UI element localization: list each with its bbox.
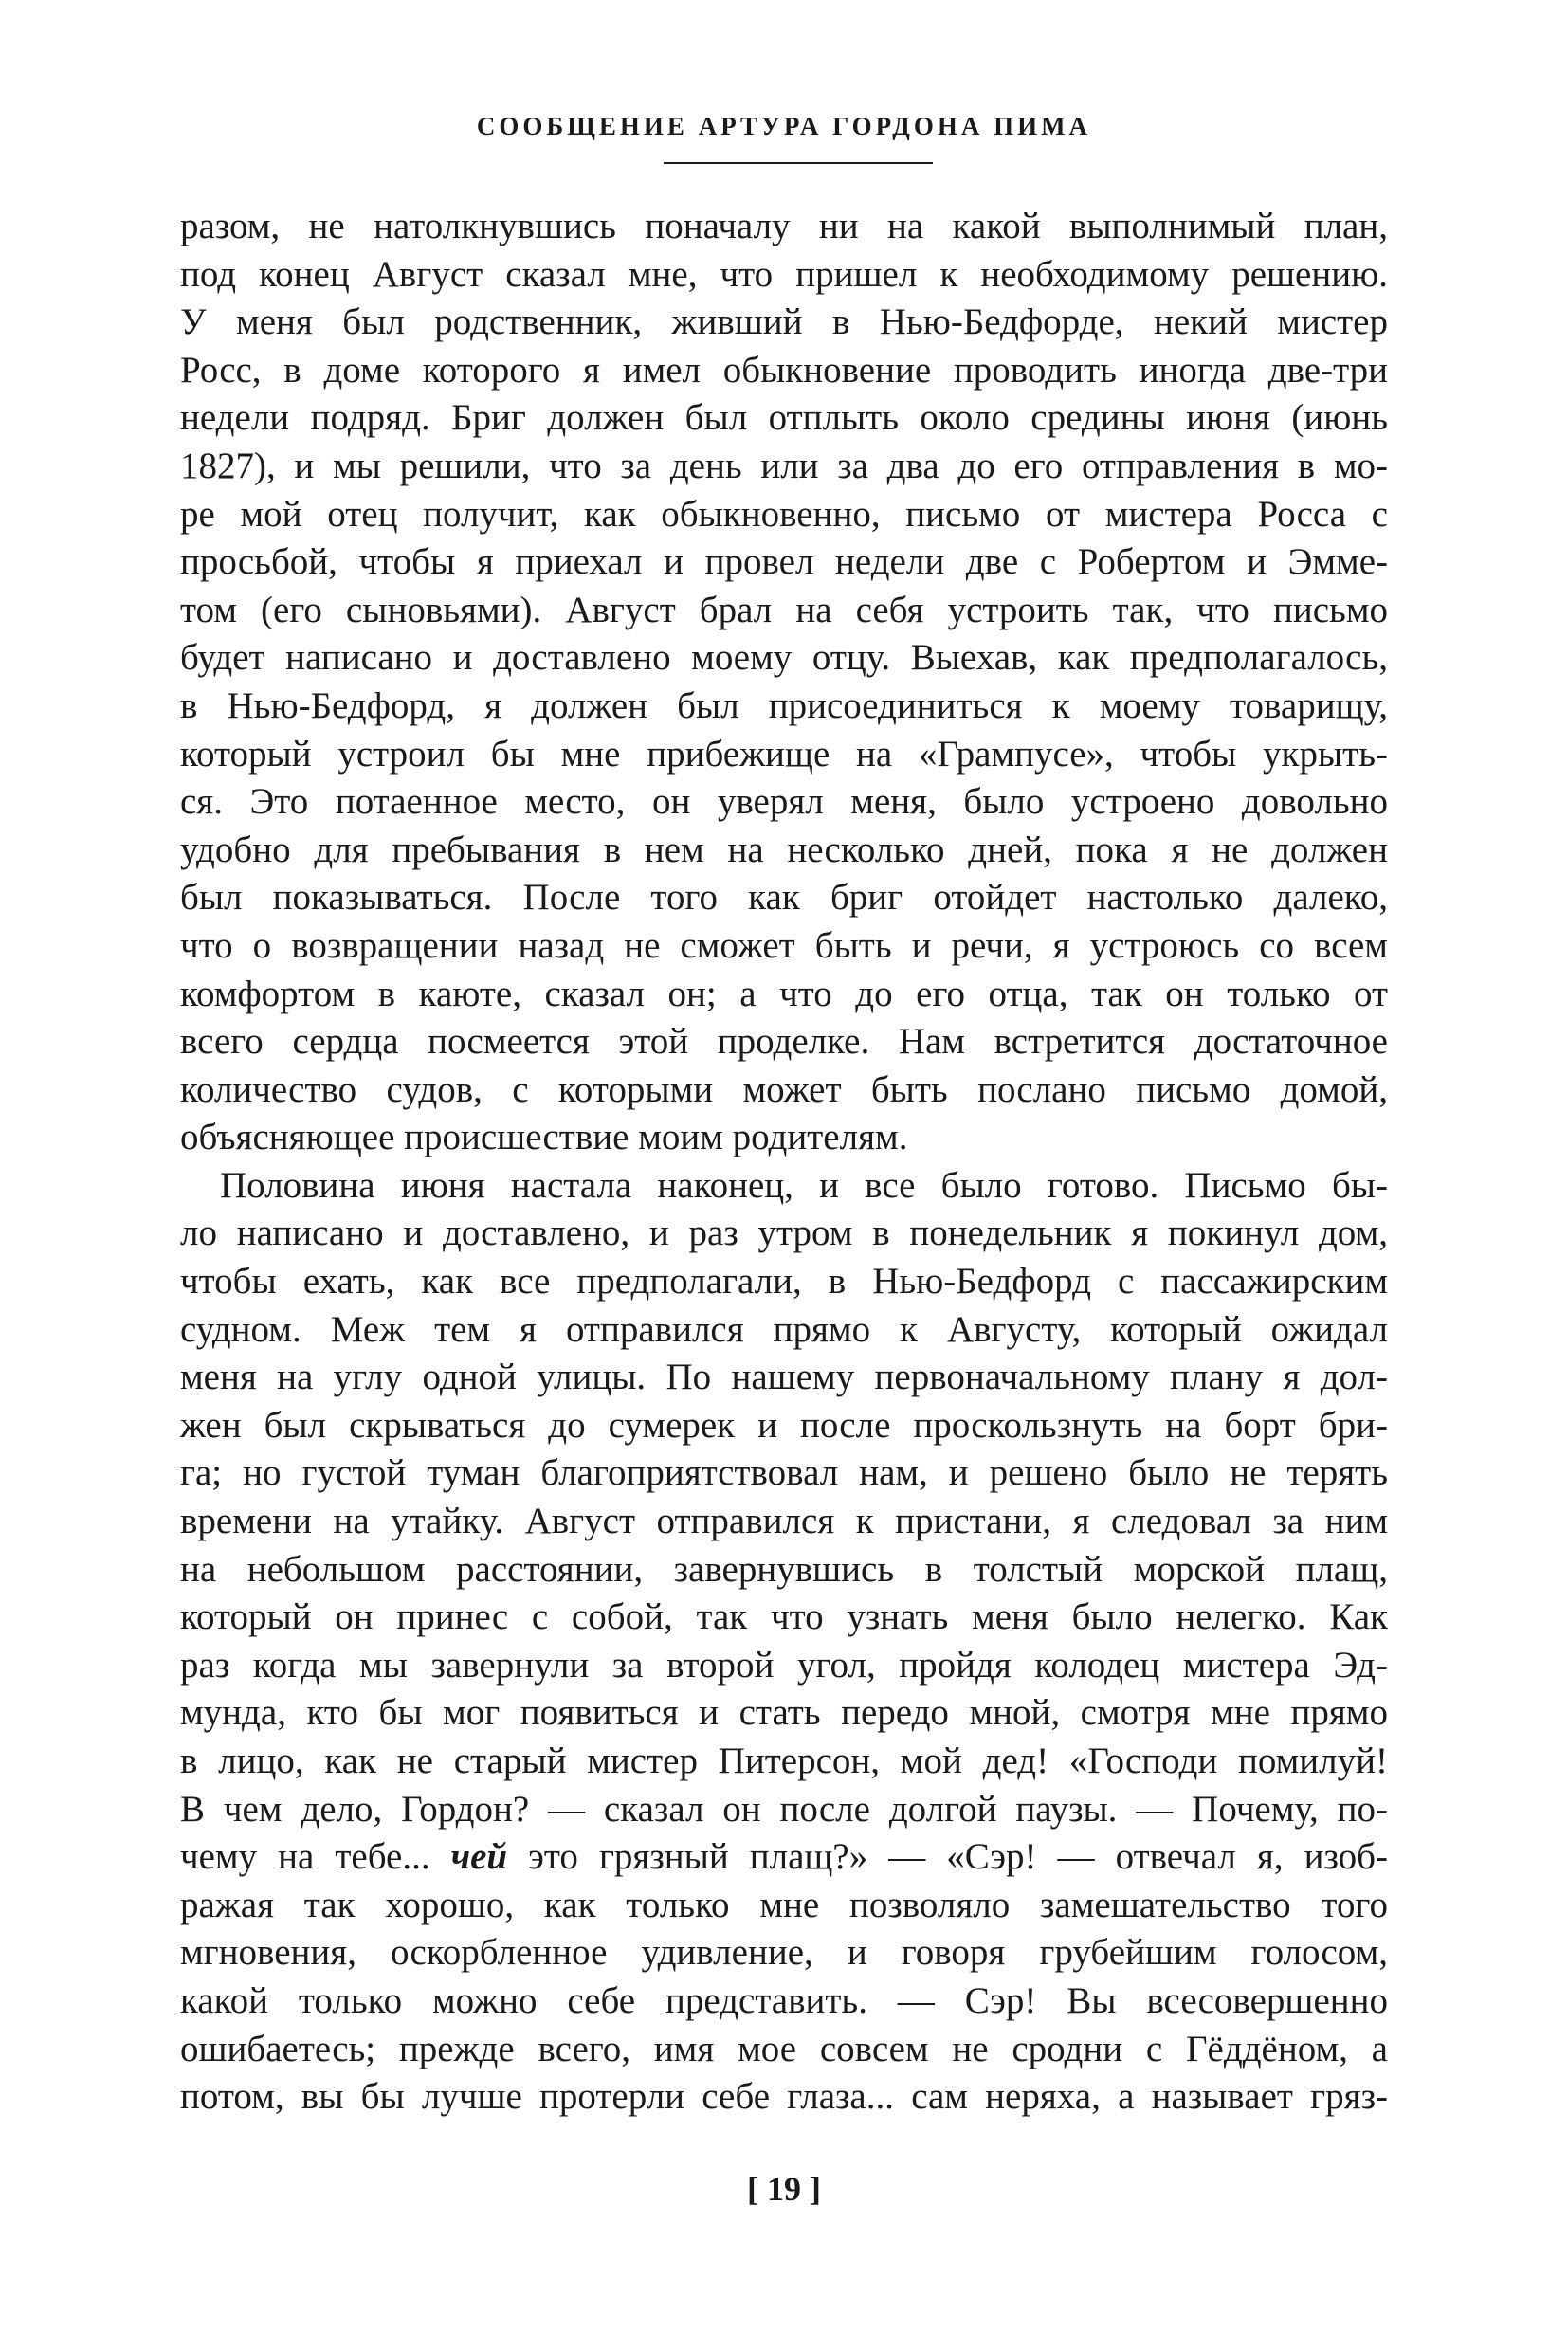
body-text (180, 203, 1388, 2122)
text-line: 1827), и мы решили, что за день или за два до его отправления в мо- (180, 445, 1388, 486)
text-line: какой только можно себе представить. — Сэр! Вы всесовершенно (180, 1979, 1388, 2021)
text-line-with-italic (180, 1833, 1388, 1882)
text-line: меня на углу одной улицы. По нашему первоначальному плану я дол- (180, 1357, 1388, 1398)
text-line: У меня был родственник, живший в Нью-Бедфорде, некий мистер (180, 301, 1388, 343)
running-header: СООБЩЕНИЕ АРТУРА ГОРДОНА ПИМА (476, 112, 1092, 140)
text-line: будет написано и доставлено моему отцу. Выехав, как предполагалось, (180, 637, 1388, 679)
text-line: в лицо, как не старый мистер Питерсон, мой дед! «Господи помилуй! (180, 1740, 1388, 1781)
text-line: который он принес с собой, так что узнать меня было нелегко. Как (180, 1596, 1388, 1638)
text-line: том (его сыновьями). Август брал на себя устроить так, что письмо (180, 589, 1388, 630)
text-line: ражая так хорошо, как только мне позволяло замешательство того (180, 1884, 1388, 1925)
text-line: всего сердца посмеется этой проделке. Нам встретится достаточное (180, 1021, 1388, 1063)
text-line: на небольшом расстоянии, завернувшись в толстый морской плащ, (180, 1548, 1388, 1590)
text-line: га; но густой туман благоприятствовал нам, и решено было не терять (180, 1452, 1388, 1494)
text-line: под конец Август сказал мне, что пришел к необходимому решению. (180, 253, 1388, 295)
text-line: чтобы ехать, как все предполагали, в Нью-Бедфорд с пассажирским (180, 1261, 1388, 1303)
header-rule (664, 162, 933, 164)
text-line: мгновения, оскорбленное удивление, и говоря грубейшим голосом, (180, 1932, 1388, 1974)
text-line: раз когда мы завернули за второй угол, пройдя колодец мистера Эд- (180, 1644, 1388, 1686)
text-line: В чем дело, Гордон? — сказал он после долгой паузы. — Почему, по- (180, 1788, 1388, 1830)
text-line: удобно для пребывания в нем на несколько дней, пока я не должен (180, 829, 1388, 870)
text-line: потом, вы бы лучше протерли себе глаза... сам неряха, а называет гряз- (180, 2076, 1388, 2118)
text-line: недели подряд. Бриг должен был отплыть около средины июня (июнь (180, 397, 1388, 439)
text-fragment: чему на тебе... (180, 1836, 451, 1878)
text-line: ся. Это потаенное место, он уверял меня, было устроено довольно (180, 781, 1388, 823)
italic-word: чей (450, 1836, 508, 1878)
page-number: [ 19 ] (747, 2170, 821, 2208)
text-fragment: это грязный плащ?» — «Сэр! — отвечал я, изоб- (507, 1836, 1388, 1878)
text-line: просьбой, чтобы я приехал и провел недели две с Робертом и Эмме- (180, 541, 1388, 583)
text-line: времени на утайку. Август отправился к пристани, я следовал за ним (180, 1501, 1388, 1542)
text-line: Половина июня настала наконец, и все было готово. Письмо бы- (220, 1164, 1388, 1206)
text-line: Росс, в доме которого я имел обыкновение проводить иногда две-три (180, 349, 1388, 391)
text-line: комфортом в каюте, сказал он; а что до его отца, так он только от (180, 973, 1388, 1014)
text-line: ло написано и доставлено, и раз утром в понедельник я покинул дом, (180, 1212, 1388, 1254)
text-line: в Нью-Бедфорд, я должен был присоединиться к моему товарищу, (180, 684, 1388, 726)
text-line: объясняющее происшествие моим родителям. (180, 1117, 908, 1158)
text-line: был показываться. После того как бриг отойдет настолько далеко, (180, 877, 1388, 919)
text-line: ре мой отец получит, как обыкновенно, письмо от мистера Росса с (180, 493, 1388, 535)
text-line: судном. Меж тем я отправился прямо к Августу, который ожидал (180, 1308, 1388, 1350)
text-line: разом, не натолкнувшись поначалу ни на какой выполнимый план, (180, 206, 1388, 246)
text-line: который устроил бы мне прибежище на «Грампусе», чтобы укрыть- (180, 733, 1388, 775)
text-line: количество судов, с которыми может быть послано письмо домой, (180, 1068, 1388, 1110)
text-line: что о возвращении назад не сможет быть и речи, я устроюсь со всем (180, 924, 1388, 966)
text-line: ошибаетесь; прежде всего, имя мое совсем не сродни с Гёддёном, а (180, 2028, 1388, 2069)
text-line: мунда, кто бы мог появиться и стать передо мной, смотря мне прямо (180, 1692, 1388, 1734)
text-line: жен был скрываться до сумерек и после проскользнуть на борт бри- (180, 1404, 1388, 1446)
